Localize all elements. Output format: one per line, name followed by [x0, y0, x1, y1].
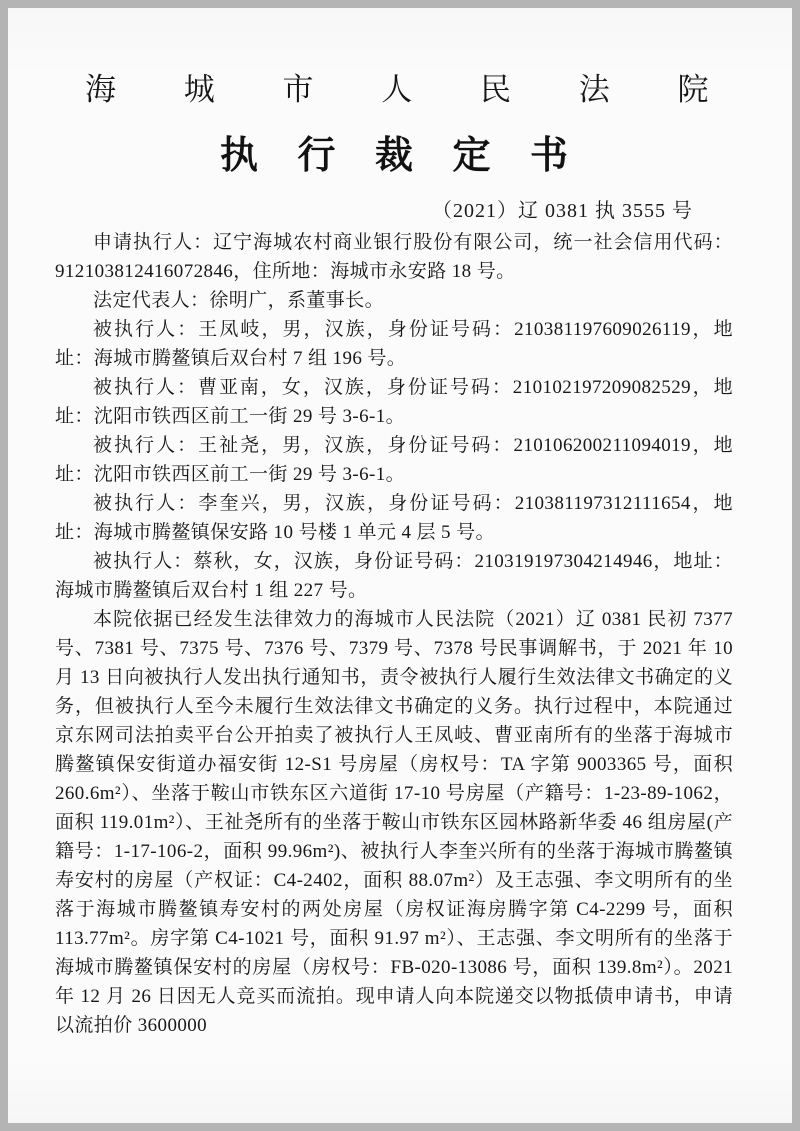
document-content: [55, 64, 739, 1040]
document-body: [55, 228, 733, 1040]
paragraph-ruling-body: 本院依据已经发生法律效力的海城市人民法院（2021）辽 0381 民初 7377 号、7381 号、7375 号、7376 号、7379 号、7378 号民事调解书，于 2021 年 10 月 13 日向被执行人发出执行通知书，责令被执行人履行生效法律文书确定的义务，但被执行人至今未履行生效法律文书确定的义务。执行过程中，本院通过京东网司法拍卖平台公开拍卖了被执行人王凤岐、曹亚南所有的坐落于海城市腾鳌镇保安街道办福安街 12-S1 号房屋（房权号：TA 字第 9003365 号，面积 260.6m²）、坐落于鞍山市铁东区六道街 17-10 号房屋（产籍号：1-23-89-1062，面积 119.01m²）、王祉尧所有的坐落于鞍山市铁东区园林路新华委 46 组房屋(产籍号：1-17-106-2，面积 99.96m²)、被执行人李奎兴所有的坐落于海城市腾鳌镇寿安村的房屋（产权证：C4-2402，面积 88.07m²）及王志强、李文明所有的坐落于海城市腾鳌镇寿安村的两处房屋（房权证海房腾字第 C4-2299 号，面积 113.77m²。房字第 C4-1021 号，面积 91.97 m²）、王志强、李文明所有的坐落于海城市腾鳌镇保安村的房屋（房权号：FB-020-13086 号，面积 139.8m²）。2021 年 12 月 26 日因无人竞买而流拍。现申请人向本院递交以物抵债申请书，申请以流拍价 3600000: [55, 609, 733, 1036]
paragraph-respondent-2: 被执行人：曹亚南，女，汉族，身份证号码：210102197209082529，地址：沈阳市铁西区前工一街 29 号 3-6-1。: [55, 377, 733, 427]
case-number: （2021）辽 0381 执 3555 号: [432, 200, 693, 222]
paragraph-respondent-5: 被执行人：蔡秋，女，汉族，身份证号码：210319197304214946，地址：海城市腾鳌镇后双台村 1 组 227 号。: [55, 551, 733, 601]
court-name-heading: 海 城 市 人 民 法 院: [85, 72, 739, 107]
paragraph-respondent-3: 被执行人：王祉尧，男，汉族，身份证号码：210106200211094019，地址：沈阳市铁西区前工一街 29 号 3-6-1。: [55, 435, 733, 485]
paragraph-respondent-1: 被执行人：王凤岐，男，汉族，身份证号码：210381197609026119，地址：海城市腾鳌镇后双台村 7 组 196 号。: [55, 319, 733, 369]
paragraph-applicant: 申请执行人：辽宁海城农村商业银行股份有限公司，统一社会信用代码：912103812416072846，住所地：海城市永安路 18 号。: [55, 232, 733, 282]
paragraph-legal-representative: 法定代表人：徐明广，系董事长。: [93, 290, 385, 311]
paragraph-respondent-4: 被执行人：李奎兴，男，汉族，身份证号码：210381197312111654，地址：海城市腾鳌镇保安路 10 号楼 1 单元 4 层 5 号。: [55, 493, 733, 543]
document-type-title: 执 行 裁 定 书: [219, 135, 583, 177]
document-paper: [8, 8, 792, 1123]
